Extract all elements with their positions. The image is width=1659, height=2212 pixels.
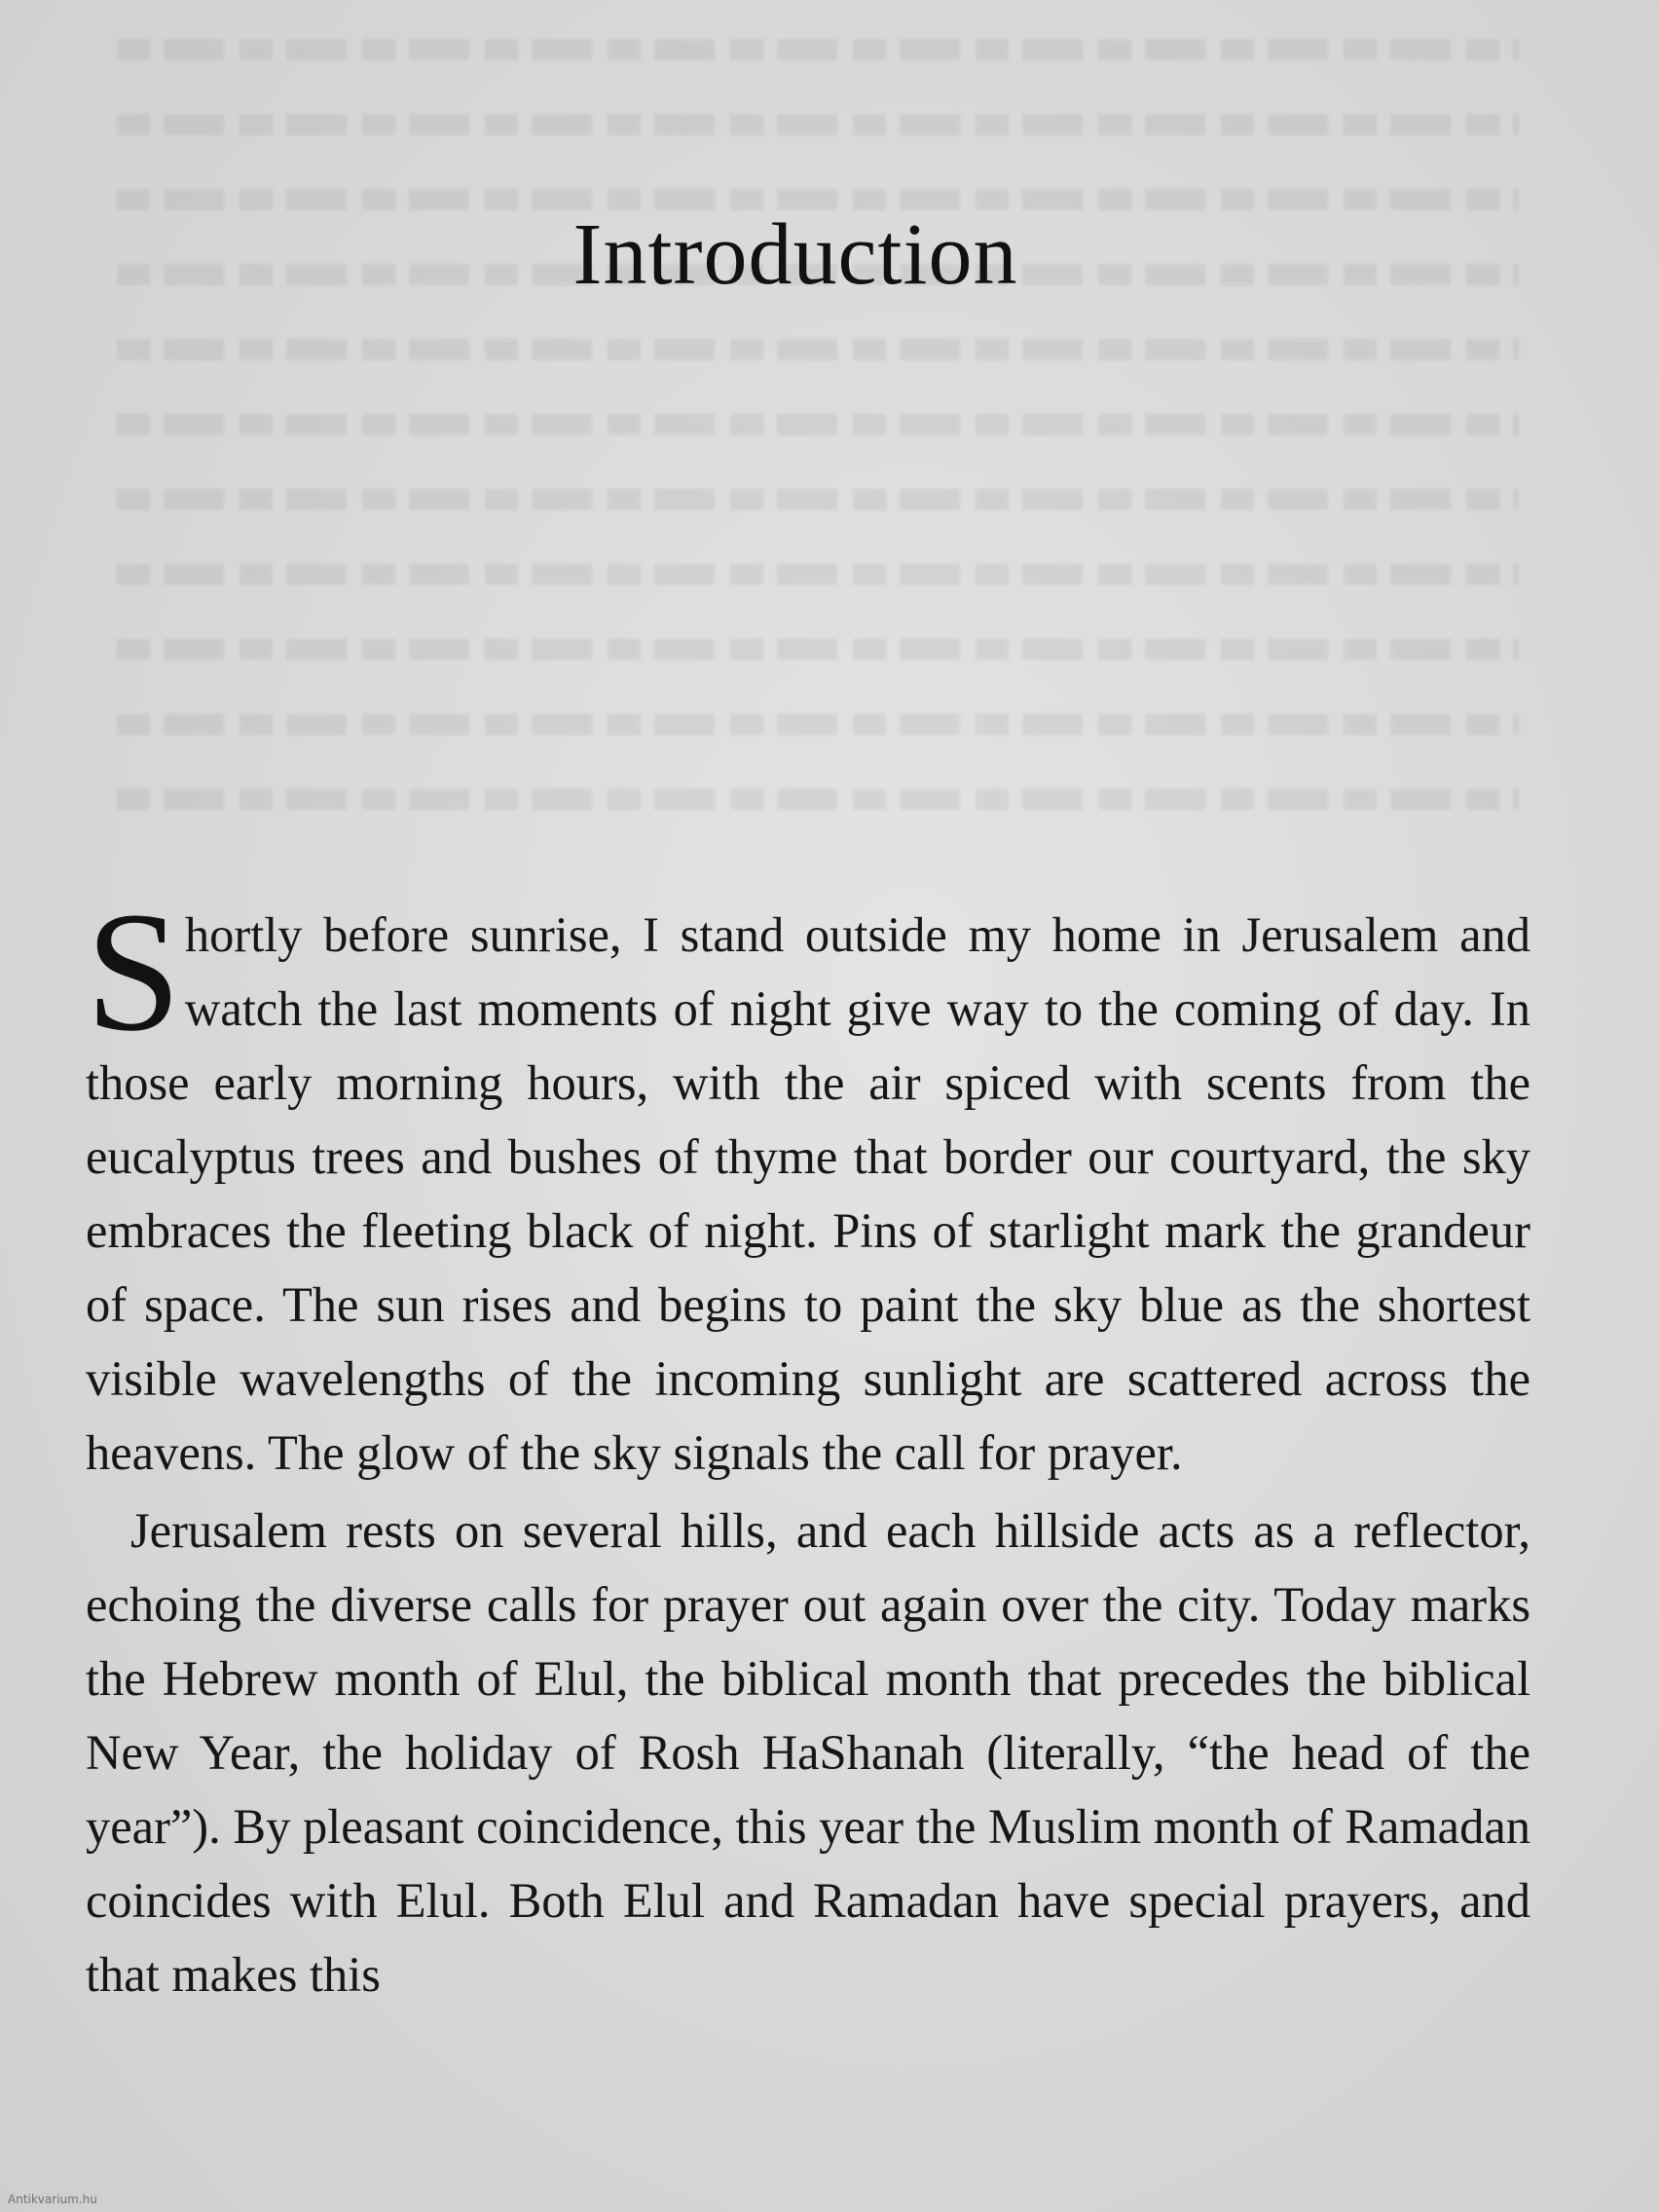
watermark: Antikvarium.hu	[8, 2193, 97, 2206]
chapter-title: Introduction	[572, 206, 1018, 304]
body-text	[86, 877, 1530, 2011]
paragraph-2: Jerusalem rests on several hills, and each hillside acts as a reflector, echoing the diverse calls for prayer out again over the city. Today marks the Hebrew month of Elul, the biblical month that precedes the biblical New Year, the holiday of Rosh HaShanah (literally, “the head of the year”). By pleasant coincidence, this year the Muslim month of Ramadan coincides with Elul. Both Elul and Ramadan have special prayers, and that makes this	[86, 1503, 1530, 2002]
paragraph-1-text: hortly before sunrise, I stand outside my home in Jerusalem and watch the last moments of night give way to the coming of day. In those early morning hours, with the air spiced with scents from the eucalyptus trees and bushes of thyme that border our courtyard, the sky embraces the fleeting black of night. Pins of starlight mark the grandeur of space. The sun rises and begins to paint the sky blue as the shortest visible wavelengths of the incoming sunlight are scattered across the heavens. The glow of the sky signals the call for prayer.	[86, 907, 1530, 1480]
show-through-background	[117, 39, 1519, 896]
drop-cap: S	[86, 877, 181, 1067]
paragraph-1	[86, 877, 1530, 1490]
